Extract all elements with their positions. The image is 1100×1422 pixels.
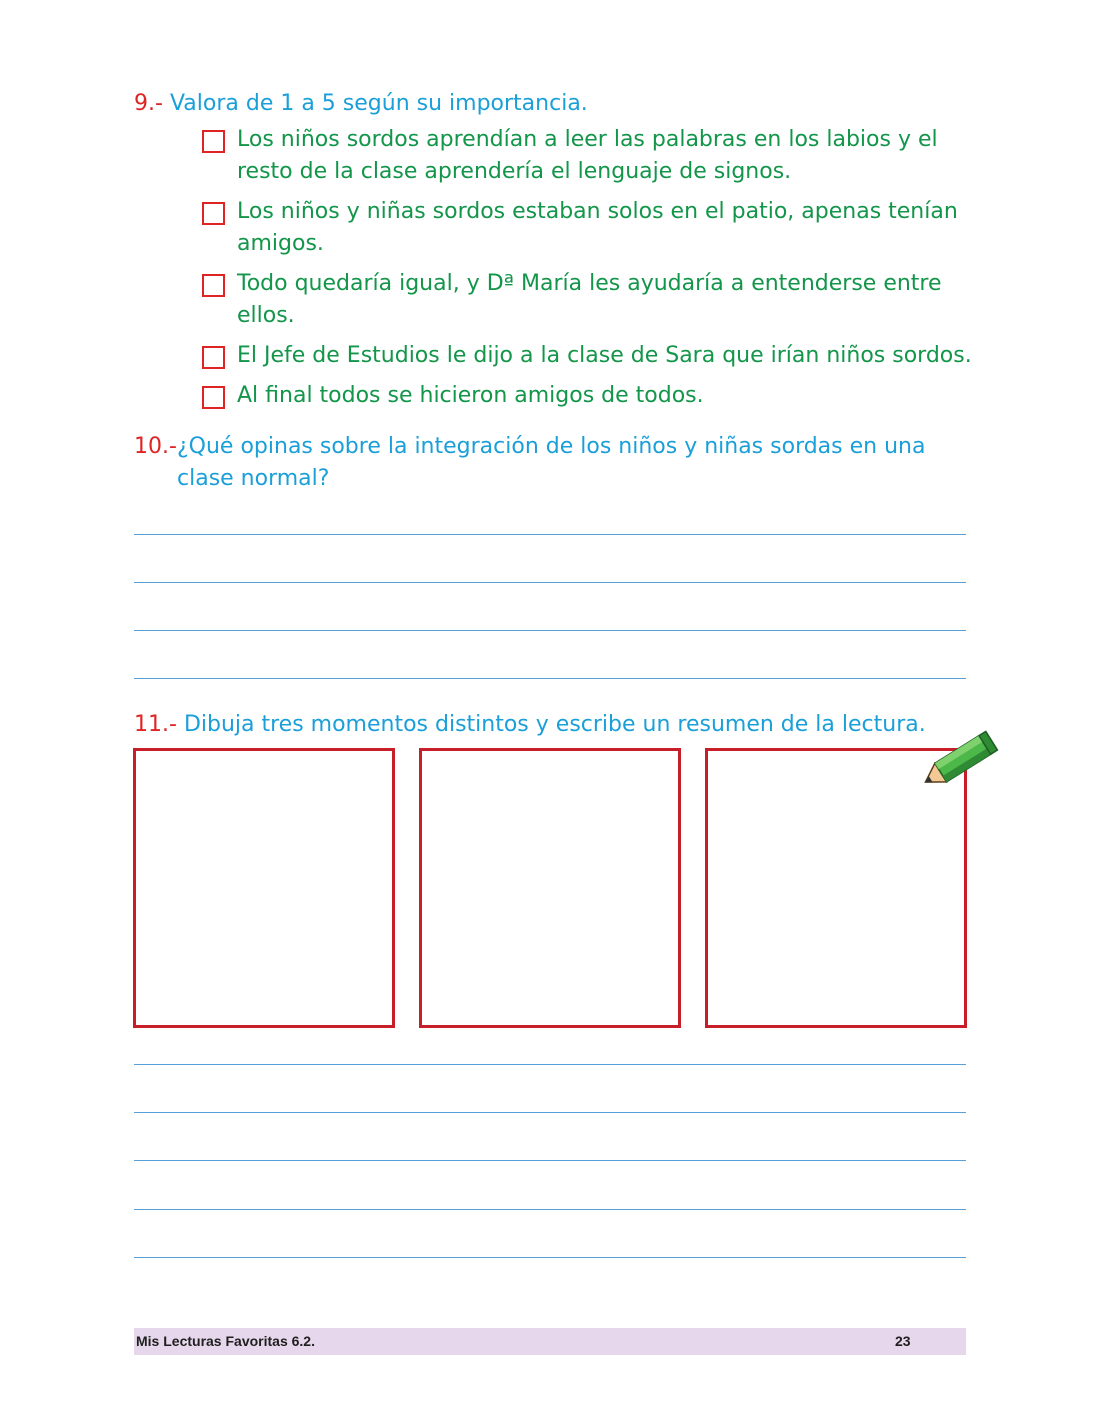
question-number: 10.- (134, 434, 177, 459)
rating-item (202, 380, 972, 412)
writing-line[interactable] (134, 678, 966, 679)
rating-item (202, 124, 972, 188)
question-number: 11.- (134, 712, 177, 737)
writing-line[interactable] (134, 1064, 966, 1065)
drawing-frame-1[interactable] (133, 748, 395, 1028)
rating-box[interactable] (202, 346, 225, 369)
pencil-icon (910, 730, 1002, 796)
question-text: Dibuja tres momentos distintos y escribe un resumen de la lectura. (183, 712, 926, 737)
page-number: 23 (895, 1333, 911, 1349)
question-9-prompt (134, 88, 588, 120)
writing-line[interactable] (134, 534, 966, 535)
rating-item (202, 268, 972, 332)
rating-item (202, 340, 992, 372)
rating-box[interactable] (202, 202, 225, 225)
question-text: ¿Qué opinas sobre la integración de los niños y niñas sordas en una clase normal? (177, 434, 926, 491)
question-11-prompt (134, 709, 926, 741)
writing-line[interactable] (134, 1209, 966, 1210)
rating-box[interactable] (202, 130, 225, 153)
rating-box[interactable] (202, 386, 225, 409)
rating-item-text: Los niños y niñas sordos estaban solos en el patio, apenas tenían amigos. (237, 199, 958, 256)
rating-item-text: Los niños sordos aprendían a leer las palabras en los labios y el resto de la clase aprendería el lenguaje de signos. (237, 127, 938, 184)
rating-box[interactable] (202, 274, 225, 297)
writing-line[interactable] (134, 1112, 966, 1113)
question-number: 9.- (134, 91, 163, 116)
rating-item-text: Al final todos se hicieron amigos de todos. (237, 383, 704, 408)
writing-line[interactable] (134, 582, 966, 583)
rating-item-text: El Jefe de Estudios le dijo a la clase de Sara que irían niños sordos. (237, 343, 972, 368)
question-text: Valora de 1 a 5 según su importancia. (169, 91, 588, 116)
book-title: Mis Lecturas Favoritas 6.2. (136, 1333, 315, 1349)
writing-line[interactable] (134, 630, 966, 631)
page-footer (134, 1328, 966, 1355)
rating-item-text: Todo quedaría igual, y Dª María les ayudaría a entenderse entre ellos. (237, 271, 942, 328)
writing-line[interactable] (134, 1257, 966, 1258)
writing-line[interactable] (134, 1160, 966, 1161)
question-10-prompt (134, 431, 974, 495)
drawing-frame-2[interactable] (419, 748, 681, 1028)
rating-item (202, 196, 972, 260)
